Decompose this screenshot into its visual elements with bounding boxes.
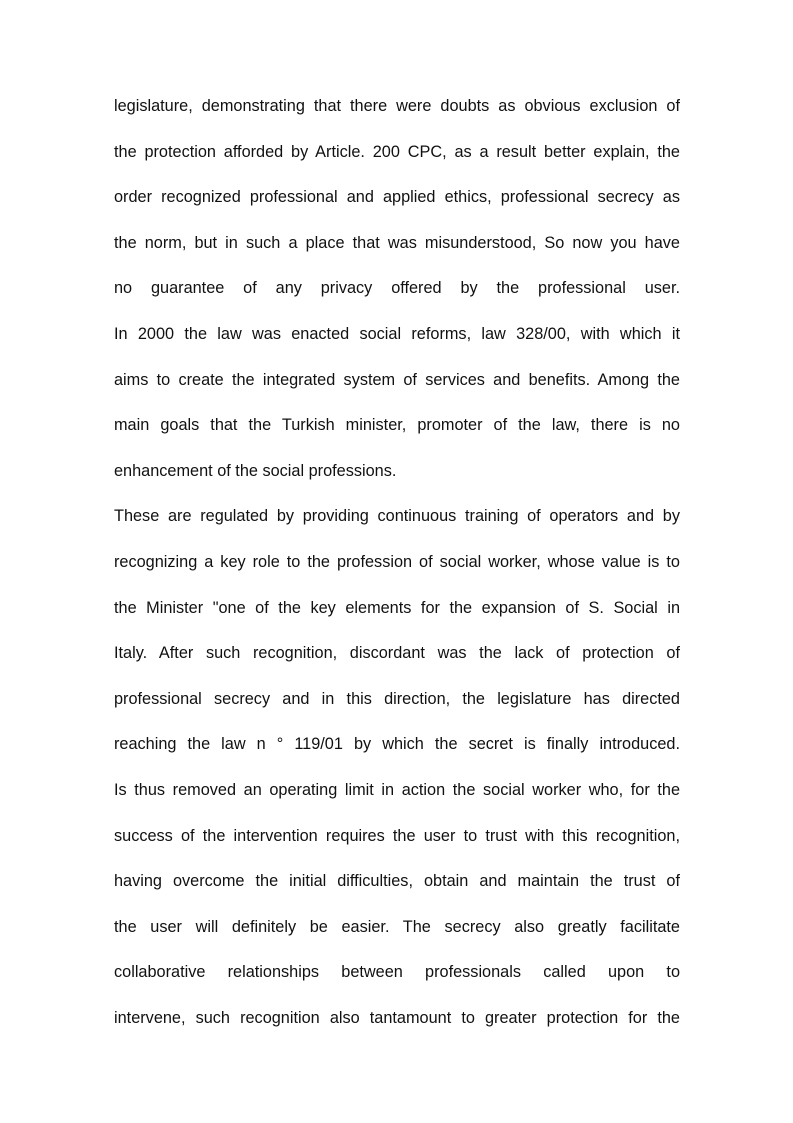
text-line: Is thus removed an operating limit in action the social worker who, for the bbox=[114, 780, 680, 799]
text-line: intervene, such recognition also tantamount to greater protection for the bbox=[114, 1008, 680, 1027]
text-line: These are regulated by providing continuous training of operators and by bbox=[114, 507, 680, 526]
text-line: aims to create the integrated system of services and benefits. Among the bbox=[114, 370, 680, 389]
text-line: order recognized professional and applied ethics, professional secrecy as bbox=[114, 188, 680, 207]
text-line: the norm, but in such a place that was misunderstood, So now you have bbox=[114, 233, 680, 252]
text-line: the protection afforded by Article. 200 CPC, as a result better explain, the bbox=[114, 142, 680, 161]
text-line: Italy. After such recognition, discordant was the lack of protection of bbox=[114, 644, 680, 663]
text-line: In 2000 the law was enacted social reforms, law 328/00, with which it bbox=[114, 324, 680, 343]
text-line: legislature, demonstrating that there were doubts as obvious exclusion of bbox=[114, 97, 680, 115]
text-line: the Minister "one of the key elements for the expansion of S. Social in bbox=[114, 598, 680, 617]
text-line: recognizing a key role to the profession of social worker, whose value is to bbox=[114, 552, 680, 571]
text-line: enhancement of the social professions. bbox=[114, 461, 397, 480]
body-text bbox=[114, 92, 680, 1049]
text-line: collaborative relationships between professionals called upon to bbox=[114, 963, 680, 982]
text-line: professional secrecy and in this direction, the legislature has directed bbox=[114, 689, 680, 708]
text-line: the user will definitely be easier. The secrecy also greatly facilitate bbox=[114, 917, 680, 936]
text-line: main goals that the Turkish minister, promoter of the law, there is no bbox=[114, 416, 680, 435]
text-line: reaching the law n ° 119/01 by which the secret is finally introduced. bbox=[114, 735, 680, 754]
text-line: success of the intervention requires the user to trust with this recognition, bbox=[114, 826, 680, 845]
text-line: having overcome the initial difficulties, obtain and maintain the trust of bbox=[114, 872, 680, 891]
text-line: no guarantee of any privacy offered by the professional user. bbox=[114, 279, 680, 298]
